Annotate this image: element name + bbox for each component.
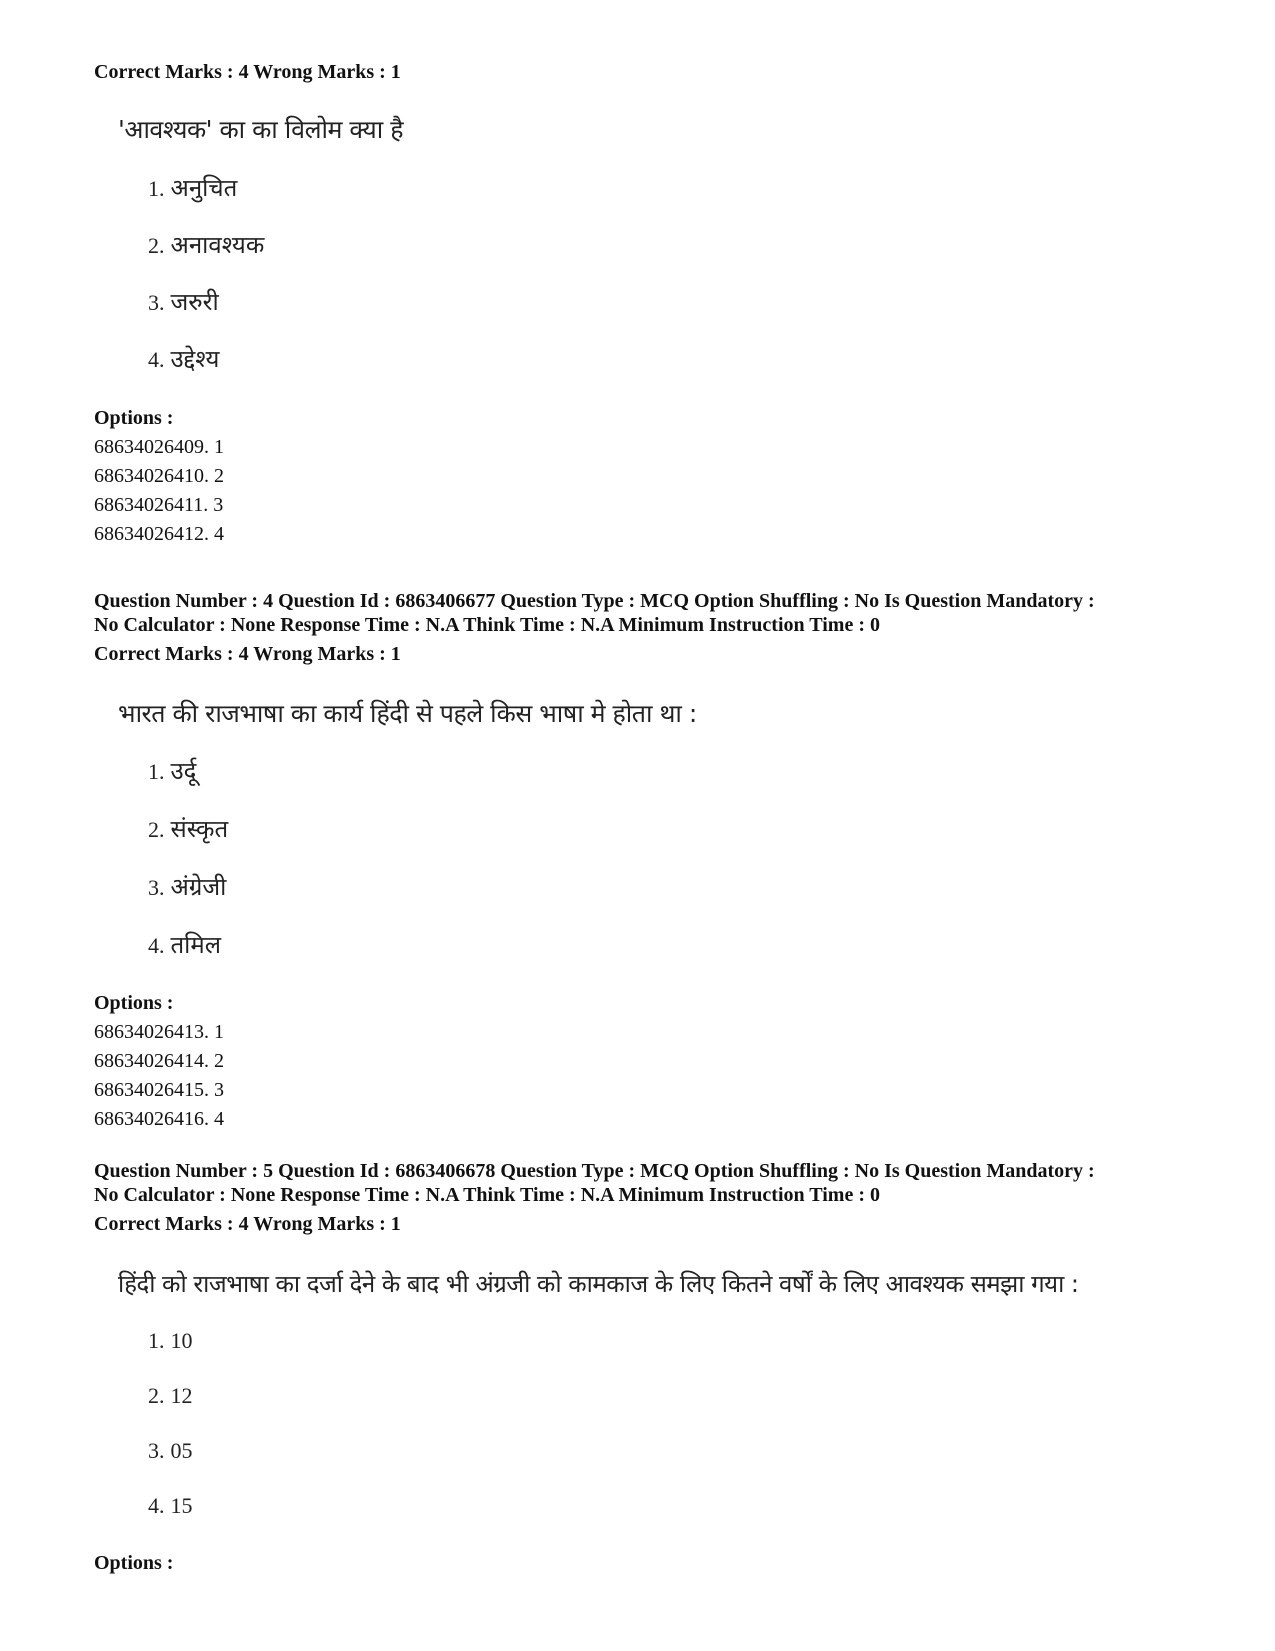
q3-option-2: 68634026410. 2 [94,465,224,487]
q3-marks: Correct Marks : 4 Wrong Marks : 1 [94,61,401,83]
q3-choice-3 [148,286,219,319]
q3-choice-4 [148,343,219,376]
q5-question-text: हिंदी को राजभाषा का दर्जा देने के बाद भी अंग्रजी को कामकाज के लिए कितने वर्षों के लिए आवश्यक समझा गया : [118,1270,1079,1298]
choice-number: 2. [148,817,165,842]
q4-option-3: 68634026415. 3 [94,1079,224,1101]
q4-choice-2 [148,813,228,846]
q3-option-4: 68634026412. 4 [94,523,224,545]
q5-options-label: Options : [94,1552,174,1574]
choice-number: 3. [148,1438,165,1463]
q4-option-2: 68634026414. 2 [94,1050,224,1072]
q5-choice-2 [148,1379,199,1412]
q5-choice-1 [148,1324,199,1357]
choice-number: 1. [148,759,165,784]
choice-number: 1. [148,1328,165,1353]
q5-marks: Correct Marks : 4 Wrong Marks : 1 [94,1213,401,1235]
choice-number: 4. [148,347,165,372]
q4-header-line-1: Question Number : 4 Question Id : 6863406677 Question Type : MCQ Option Shuffling : No Is Question Mandatory : [94,590,1095,612]
choice-text: संस्कृत [170,815,229,843]
q4-choice-4 [148,929,221,962]
q3-choice-2 [148,229,264,262]
choice-text: तमिल [170,931,222,959]
choice-text: उद्देश्य [170,345,220,373]
q5-header-line-2: No Calculator : None Response Time : N.A Think Time : N.A Minimum Instruction Time : 0 [94,1184,880,1206]
q5-choice-3 [148,1434,199,1467]
choice-text: अनावश्यक [170,231,265,259]
choice-number: 2. [148,233,165,258]
choice-text: 15 [170,1493,193,1518]
q3-option-3: 68634026411. 3 [94,494,224,516]
choice-number: 4. [148,933,165,958]
q5-header-line-1: Question Number : 5 Question Id : 6863406678 Question Type : MCQ Option Shuffling : No Is Question Mandatory : [94,1160,1095,1182]
q3-choice-1 [148,172,237,205]
choice-text: उर्दू [170,757,197,785]
choice-text: जरुरी [170,288,219,316]
choice-text: 05 [170,1438,193,1463]
choice-number: 4. [148,1493,165,1518]
q3-question-text: 'आवश्यक' का का विलोम क्या है [118,115,403,144]
q4-choice-1 [148,755,196,788]
choice-number: 1. [148,176,165,201]
q3-option-1: 68634026409. 1 [94,436,224,458]
q4-option-1: 68634026413. 1 [94,1021,224,1043]
q4-choice-3 [148,871,226,904]
q4-option-4: 68634026416. 4 [94,1108,224,1130]
q4-marks: Correct Marks : 4 Wrong Marks : 1 [94,643,401,665]
choice-number: 2. [148,1383,165,1408]
choice-number: 3. [148,290,165,315]
choice-text: 10 [170,1328,193,1353]
q5-choice-4 [148,1489,199,1522]
q4-question-text: भारत की राजभाषा का कार्य हिंदी से पहले किस भाषा मे होता था : [118,699,697,728]
choice-text: अंग्रेजी [170,873,227,901]
q4-header-line-2: No Calculator : None Response Time : N.A Think Time : N.A Minimum Instruction Time : 0 [94,614,880,636]
choice-text: 12 [170,1383,193,1408]
choice-number: 3. [148,875,165,900]
choice-text: अनुचित [170,174,238,202]
q3-options-label: Options : [94,407,174,429]
q4-options-label: Options : [94,992,174,1014]
